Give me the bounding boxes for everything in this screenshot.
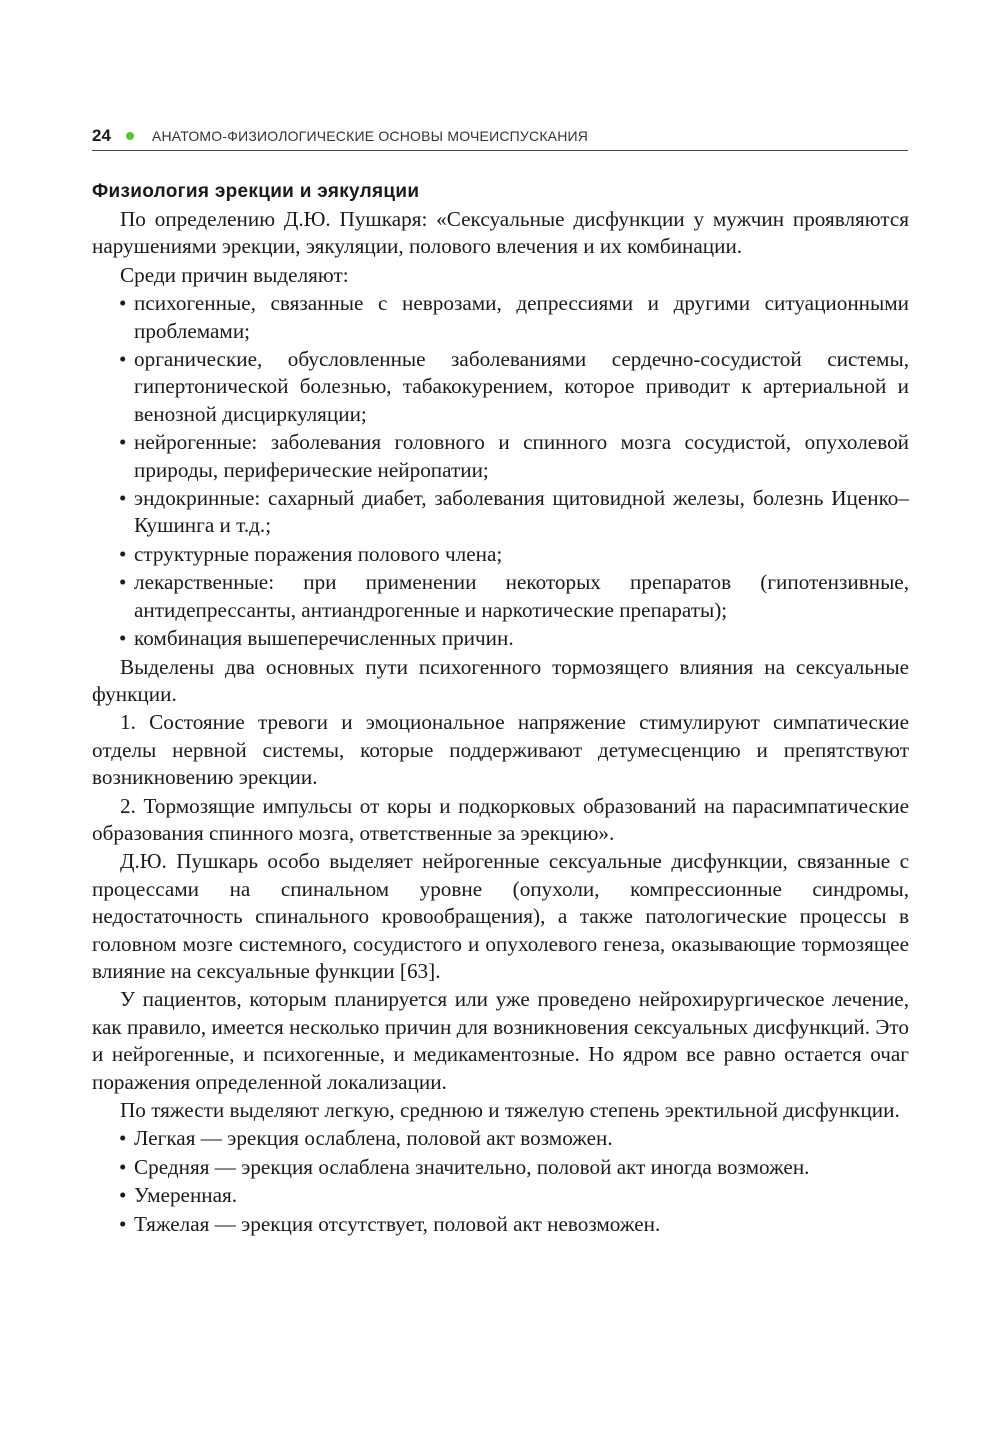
running-header-title: АНАТОМО-ФИЗИОЛОГИЧЕСКИЕ ОСНОВЫ МОЧЕИСПУСКАНИЯ (151, 128, 589, 144)
paragraph: 1. Состояние тревоги и эмоциональное напряжение стимулируют симпатические отделы нервной системы, которые поддерживают детумесценцию и препятствуют возникновению эрекции. (92, 710, 909, 790)
causes-list (92, 290, 909, 652)
paragraph: Выделены два основных пути психогенного тормозящего влияния на сексуальные функции. (92, 654, 909, 706)
list-item: • комбинация вышеперечисленных причин. (92, 625, 909, 652)
list-item: • структурные поражения полового члена; (92, 541, 909, 568)
paragraph: У пациентов, которым планируется или уже проведено нейрохирургическое лечение, как правило, имеется несколько причин для возникновения сексуальных дисфункций. Это и нейрогенные, и психогенные, и медикаментозные. Но ядром все равно остается очаг поражения определенной локализации. (92, 987, 909, 1094)
paragraph: 2. Тормозящие импульсы от коры и подкорковых образований на парасимпатические образования спинного мозга, ответственные за эрекцию». (92, 793, 909, 845)
list-item: • Легкая — эрекция ослаблена, половой акт возможен. (92, 1125, 909, 1152)
page-number: 24 (92, 126, 111, 145)
list-item: • эндокринные: сахарный диабет, заболевания щитовидной железы, болезнь Иценко–Кушинга и т.д.; (92, 485, 909, 540)
list-item: • органические, обусловленные заболеваниями сердечно-сосудистой системы, гипертонической болезнью, табакокурением, которое приводит к артериальной и венозной дисциркуляции; (92, 346, 909, 428)
list-item: • Тяжелая — эрекция отсутствует, половой акт невозможен. (92, 1211, 909, 1238)
main-text (92, 178, 909, 1239)
list-item: • психогенные, связанные с неврозами, депрессиями и другими ситуационными проблемами; (92, 290, 909, 345)
list-item: • Умеренная. (92, 1182, 909, 1209)
bullet-dot-icon (126, 132, 134, 140)
list-item: • Средняя — эрекция ослаблена значительно, половой акт иногда возможен. (92, 1154, 909, 1181)
severity-list (92, 1125, 909, 1238)
paragraph: По тяжести выделяют легкую, среднюю и тяжелую степень эректильной дисфункции. (120, 1098, 900, 1122)
paragraph-intro: По определению Д.Ю. Пушкаря: «Сексуальные дисфункции у мужчин проявляются нарушениями эрекции, эякуляции, полового влечения и их комбинации. (92, 207, 909, 259)
paragraph: Д.Ю. Пушкарь особо выделяет нейрогенные сексуальные дисфункции, связанные с процессами на спинальном уровне (опухоли, компрессионные синдромы, недостаточность спинального кровообращения), а также патологические процессы в головном мозге системного, сосудистого и опухолевого генеза, оказывающие тормозящее влияние на сексуальные функции [63]. (92, 849, 909, 983)
running-header (92, 122, 908, 151)
list-item: • лекарственные: при применении некоторых препаратов (гипотензивные, антидепрессанты, антиандрогенные и наркотические препараты); (92, 569, 909, 624)
section-heading: Физиология эрекции и эякуляции (92, 181, 420, 202)
list-item: • нейрогенные: заболевания головного и спинного мозга сосудистой, опухолевой природы, периферические нейропатии; (92, 429, 909, 484)
paragraph-causes-intro: Среди причин выделяют: (120, 262, 349, 287)
